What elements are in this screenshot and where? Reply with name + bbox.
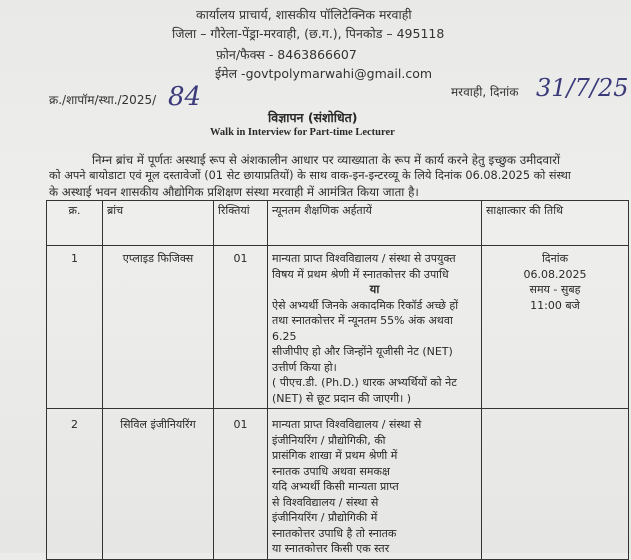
row-2-serial: 2 [47, 409, 103, 560]
office-email: ईमेल -govtpolymarwahi@gmail.com [215, 66, 433, 81]
date-handwritten: 31/7/25 [536, 74, 629, 102]
row-1-interview [482, 246, 629, 409]
qual-line: (NET) से छूट प्रदान की जाएगी। ) [272, 391, 412, 405]
interview-time-label: समय - सुबह [529, 283, 581, 296]
header-interview-date: साक्षात्कार की तिथि [482, 201, 629, 246]
place-date-label: मरवाही, दिनांक [451, 85, 519, 99]
qual-line: मान्यता प्राप्त विश्वविद्यालय / संस्था से [272, 418, 422, 431]
reference-number-label: क्र./शापॉम/स्था./2025/ [49, 93, 157, 107]
qual-line: से विश्वविद्यालय / संस्था से [272, 495, 379, 509]
notice-body-line-1: निम्न ब्रांच में पूर्णतः अस्थाई रूप से अंशकालीन आधार पर व्याख्याता के रूप में कार्य करने हेतु इच्छुक उमीदवारों [92, 153, 561, 167]
qual-line: ऐसे अभ्यर्थी जिनके अकादमिक रिकॉर्ड अच्छे हों [272, 298, 459, 312]
vacancy-table [46, 200, 629, 560]
notice-subtitle: Walk in Interview for Part-time Lecturer [210, 127, 395, 138]
qual-line: स्नातक उपाधि अथवा समकक्ष [272, 464, 390, 478]
qual-line: विषय में प्रथम श्रेणी में स्नातकोत्तर की उपाधि [272, 267, 449, 281]
row-1-serial: 1 [47, 246, 103, 409]
interview-date: 06.08.2025 [523, 267, 587, 281]
header-vacancies: रिक्तियां [214, 201, 268, 246]
interview-date-label: दिनांक [541, 252, 569, 265]
qual-line: ( पीएच.डी. (Ph.D.) धारक अभ्यर्थियों को नेट [272, 376, 457, 389]
qual-line: स्नातकोत्तर उपाधि है तो स्नातक [272, 526, 397, 540]
qual-line: या स्नातकोत्तर किसी एक स्तर [272, 542, 390, 555]
row-2-vacancies: 01 [214, 409, 268, 560]
row-2-qualification [268, 409, 482, 560]
qual-line: प्रासंगिक शाखा में प्रथम श्रेणी में [272, 449, 398, 462]
qual-line: इंजीनियरिंग / प्रौद्योगिकी, की [272, 433, 386, 447]
header-qualification: न्यूनतम शैक्षणिक अर्हतायें [268, 201, 482, 246]
table-row [47, 409, 629, 560]
office-address: जिला – गौरेला-पेंड्रा-मरवाही, (छ.ग.), पिनकोड – 495118 [172, 26, 445, 41]
qual-line: इंजीनियरिंग / प्रौद्योगिकी में [272, 511, 378, 524]
notice-body-line-2: को अपने बायोडाटा एवं मूल दस्तावेजों (01 सेट छायाप्रतियों) के साथ वाक-इन-इन्टरव्यू के लिये दिनांक 06.08.2025 को संस्था [49, 169, 571, 182]
table-row [47, 246, 629, 409]
header-branch: ब्रांच [103, 201, 214, 246]
notice-title: विज्ञापन (संशोधित) [268, 110, 358, 125]
table-header-row [47, 201, 629, 246]
office-phone: फ़ोन/फैक्स - 8463866607 [216, 47, 357, 62]
row-1-vacancies: 01 [214, 246, 268, 409]
qual-line: तथा स्नातकोत्तर में न्यूनतम 55% अंक अथवा 6.25 [272, 314, 453, 343]
notice-body-line-3: के अस्थाई भवन शासकीय औद्योगिक प्रशिक्षण संस्था मरवाही में आमंत्रित किया जाता है। [49, 185, 419, 199]
interview-time: 11:00 बजे [530, 298, 580, 312]
row-2-interview [482, 409, 629, 560]
row-2-branch: सिविल इंजीनियरिंग [103, 409, 214, 560]
header-serial: क्र. [47, 201, 103, 246]
qual-line: सीजीपीए हो और जिन्होंने यूजीसी नेट (NET) [272, 345, 453, 358]
office-name: कार्यालय प्राचार्य, शासकीय पॉलिटेक्निक मरवाही [196, 7, 412, 22]
qual-or-separator: या [369, 282, 380, 296]
qual-line: यदि अभ्यर्थी किसी मान्यता प्राप्त [272, 480, 399, 493]
qual-line: उत्तीर्ण किया हो। [272, 360, 337, 374]
row-1-branch: एप्लाइड फिजिक्स [103, 246, 214, 409]
reference-number-handwritten: 84 [168, 82, 202, 112]
qual-line: मान्यता प्राप्त विश्वविद्यालय / संस्था से उपयुक्त [272, 252, 456, 265]
row-1-qualification [268, 246, 482, 409]
